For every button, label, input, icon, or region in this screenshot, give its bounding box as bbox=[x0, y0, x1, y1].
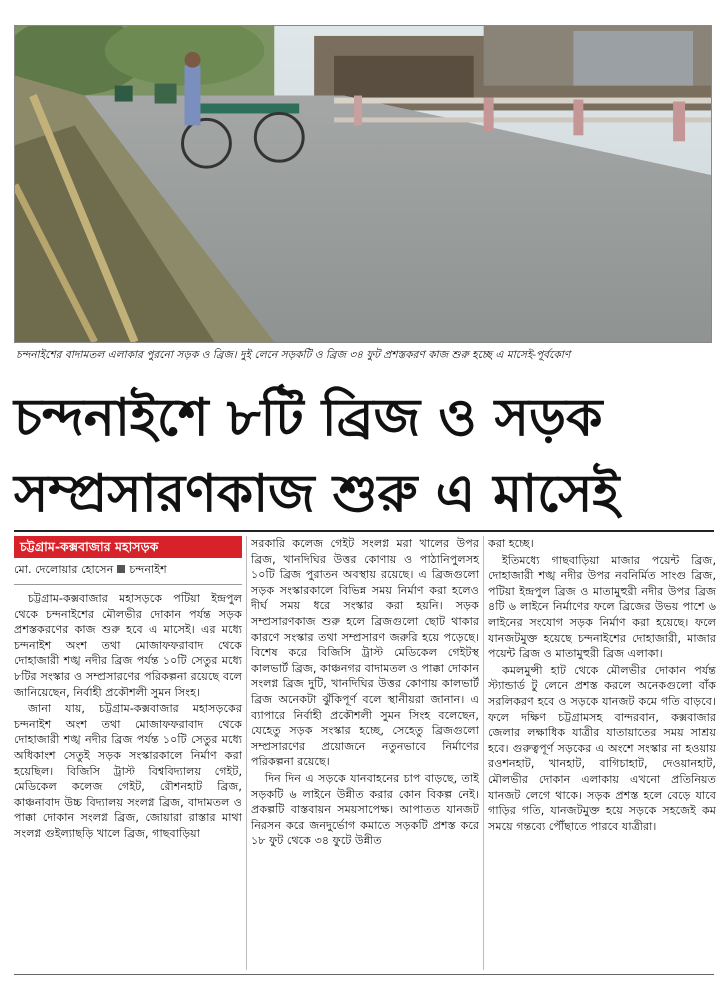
headline-rule bbox=[14, 530, 714, 532]
headline-line-2: সম্প্রসারণকাজ শুরু এ মাসেই bbox=[14, 463, 620, 524]
article-column-3 bbox=[488, 536, 716, 835]
paragraph: চট্টগ্রাম-কক্সবাজার মহাসড়কে পটিয়া ইন্দ্রপুল থেকে চন্দনাইশের মৌলভীর দোকান পর্যন্ত সড়ক প্রশস্তকরণের কাজ শুরু হবে এ মাসেই। এর মধ্যে চন্দনাইশ অংশ তথা মোজাফফরাবাদ থেকে দোহাজারী শঙ্খ নদীর ব্রিজ পর্যন্ত ১০টি সেতুর মধ্যে ৮টির সংস্কার ও সম্প্রসারণের পরিকল্পনা রয়েছে বলে জানিয়েছেন, নির্বাহী প্রকৌশলী সুমন সিংহ। bbox=[14, 592, 242, 699]
byline-author: মো. দেলোয়ার হোসেন bbox=[14, 563, 114, 576]
section-tag: চট্টগ্রাম-কক্সবাজার মহাসড়ক bbox=[14, 536, 242, 558]
paragraph: জানা যায়, চট্টগ্রাম-কক্সবাজার মহাসড়কের চন্দনাইশ অংশ তথা মোজাফফরাবাদ থেকে দোহাজারী শঙ্খ নদীর ব্রিজ পর্যন্ত ১০টি সেতুর মধ্যে অধিকাংশ সেতুই সড়ক সংস্কারকালে নির্মাণ করা হয়েছিল। বিজিসি ট্রাস্ট বিশ্ববিদ্যালয় গেইট, মেডিকেল কলেজ গেইট, রৌশনহাট ব্রিজ, কাঞ্চনাবাদ উচ্চ বিদ্যালয় সংলগ্ন ব্রিজ, বাদামতল ও পাক্কা দোকান সংলগ্ন ব্রিজ, জোয়ারা রাস্তার মাথা সংলগ্ন গুইল্যাছড়ি খালে ব্রিজ, গাছবাড়িয়া bbox=[14, 702, 242, 840]
news-photo bbox=[14, 25, 712, 343]
byline-rule bbox=[14, 584, 242, 585]
paragraph: ইতিমধ্যে গাছবাড়িয়া মাজার পয়েন্ট ব্রিজ, দোহাজারী শঙ্খ নদীর উপর নবনির্মিত সাংগু ব্রিজ, পটিয়া ইন্দ্রপুল ব্রিজ ও মাতামুহুরী নদীর উপর ব্রিজ ৪টি ৬ লাইনে নির্মাণের ফলে ব্রিজের উভয় পাশে ৬ লাইনের সংযোগ সড়ক নির্মাণ করা হয়েছে। ফলে যানজটমুক্ত হয়েছে চন্দনাইশের দোহাজারী, মাজার পয়েন্ট ব্রিজ ও মাতামুহুরী ব্রিজ এলাকা। bbox=[488, 553, 716, 661]
photo-caption: চন্দনাইশের বাদামতল এলাকার পুরনো সড়ক ও ব্রিজ। দুই লেনে সড়কটি ও ব্রিজ ৩৪ ফুট প্রশস্তকরণ কাজ শুরু হচ্ছে এ মাসেই-পূর্বকোণ bbox=[16, 349, 571, 361]
square-bullet-icon bbox=[117, 565, 125, 573]
paragraph: সরকারি কলেজ গেইট সংলগ্ন মরা খালের উপর ব্রিজ, খানদিঘির উত্তর কোণায় ও পাঠানিপুলসহ ১০টি ব্রিজ পুরাতন অবস্থায় রয়েছে। এ ব্রিজগুলো সড়ক সংস্কারকালে বিভিন্ন সময় নির্মাণ করা হলেও দীর্ঘ সময় ধরে সংস্কার করা হয়নি। সড়ক সম্প্রসারণকাজ শুরু হলে ব্রিজগুলো ছোট থাকার কারণে সংস্কার তথা সম্প্রসারণ জরুরি হয়ে পড়েছে। বিশেষ করে বিজিসি ট্রাস্ট মেডিকেল গেইটস্থ কালভার্ট ব্রিজ, কাঞ্চনগর বাদামতল ও পাক্কা দোকান সংলগ্ন ব্রিজ দুটি, খানদিঘির উত্তর কোণায় কালভার্ট ব্রিজ অনেকটা ঝুঁকিপূর্ণ বলে স্থানীয়রা জানান। এ ব্যাপারে নির্বাহী প্রকৌশলী সুমন সিংহ বলেছেন, যেহেতু সড়ক সংস্কার হচ্ছে, সেহেতু ব্রিজগুলো সম্প্রসারণের প্রয়োজনে নতুনভাবে নির্মাণের পরিকল্পনা রয়েছে। bbox=[251, 537, 479, 769]
paragraph: কমলমুন্সী হাট থেকে মৌলভীর দোকান পর্যন্ত স্ট্যান্ডার্ড টু লেনে প্রশস্ত করলে অনেকগুলো বাঁক সরলিকরণ হবে ও সড়কে যানজট কমে গতি বাড়বে। ফলে দক্ষিণ চট্টগ্রামসহ বান্দরবান, কক্সবাজার জেলার লক্ষাধিক যাত্রীর যাতায়াতের সময় সাশ্রয় হবে। গুরুত্বপূর্ণ সড়কের এ অংশে সংস্কার না হওয়ায় রওশনহাট, খানহাট, বাগিচাহাট, দেওয়ানহাট, মৌলভীর দোকান এলাকায় এখনো প্রতিনিয়ত যানজট লেগে থাকে। সড়ক প্রশস্ত হলে বেড়ে যাবে গাড়ির গতি, যানজটমুক্ত হয়ে সড়কে সহজেই কম সময়ে গন্তব্যে পৌঁছাতে পারবে যাত্রীরা। bbox=[488, 663, 716, 833]
bottom-rule bbox=[14, 974, 714, 975]
article-column-1 bbox=[14, 536, 242, 843]
article-column-2 bbox=[251, 536, 479, 850]
column-separator bbox=[483, 536, 484, 970]
road-bridge-photo-icon bbox=[15, 26, 711, 342]
byline-location: চন্দনাইশ bbox=[129, 563, 167, 576]
byline bbox=[14, 562, 242, 578]
column-separator bbox=[246, 536, 247, 970]
paragraph: করা হচ্ছে। bbox=[488, 537, 534, 550]
paragraph: দিন দিন এ সড়কে যানবাহনের চাপ বাড়ছে, তাই সড়কটি ৬ লাইনে উন্নীত করার কোন বিকল্প নেই। প্রকল্পটি বাস্তবায়ন সময়সাপেক্ষ। আপাতত যানজট নিরসন করে জনদুর্ভোগ কমাতে সড়কটি প্রশস্ত করে ১৮ ফুট থেকে ৩৪ ফুটে উন্নীত bbox=[251, 771, 479, 848]
headline-line-1: চন্দনাইশে ৮টি ব্রিজ ও সড়ক bbox=[14, 387, 603, 448]
